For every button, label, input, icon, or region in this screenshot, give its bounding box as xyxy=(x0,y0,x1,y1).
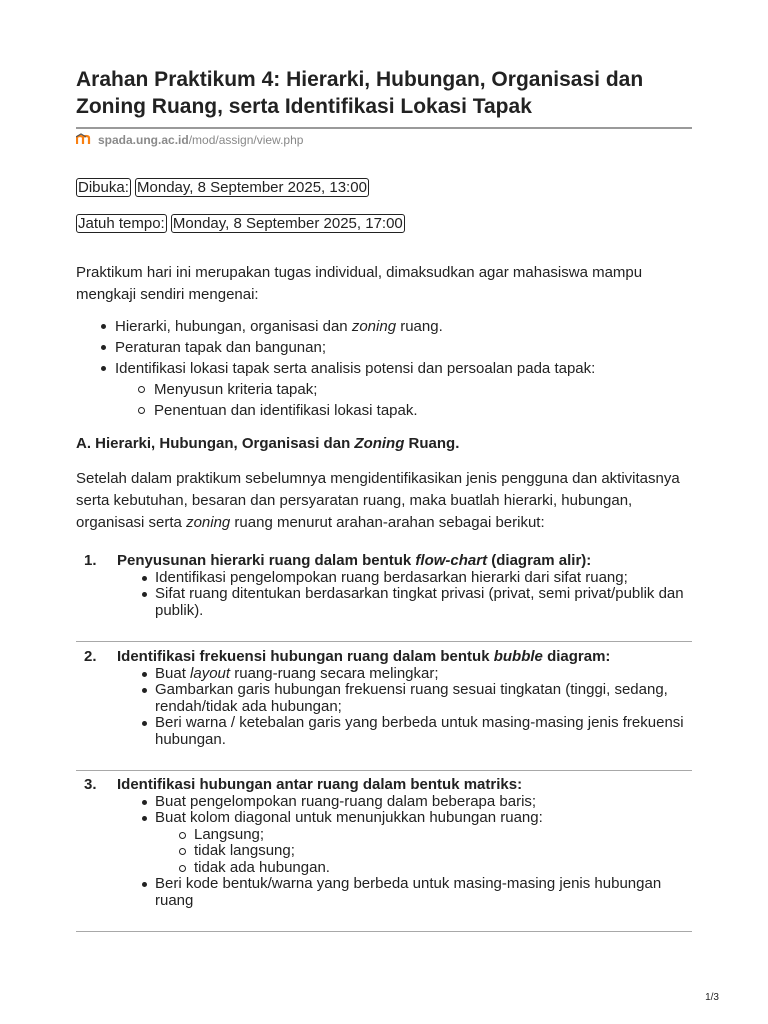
section-a-heading: A. Hierarki, Hubungan, Organisasi dan Zoning Ruang. xyxy=(76,435,460,452)
source-domain: spada.ung.ac.id xyxy=(98,133,189,147)
page-title: Arahan Praktikum 4: Hierarki, Hubungan, Organisasi dan Zoning Ruang, serta Identifikasi Lokasi Tapak xyxy=(76,68,644,118)
sub-list xyxy=(115,379,692,421)
list-item: Langsung; xyxy=(155,827,692,844)
source-url[interactable] xyxy=(76,132,303,148)
item-divider xyxy=(76,770,692,771)
due-value: Monday, 8 September 2025, 17:00 xyxy=(172,215,403,232)
list-item: Beri warna / ketebalan garis yang berbeda untuk masing-masing jenis frekuensi hubungan. xyxy=(76,715,692,748)
due-date xyxy=(76,214,405,233)
opened-value: Monday, 8 September 2025, 13:00 xyxy=(137,179,367,196)
item-heading: 1. Penyusunan hierarki ruang dalam bentuk flow-chart (diagram alir): xyxy=(84,552,592,569)
list-item: Penentuan dan identifikasi lokasi tapak. xyxy=(115,400,692,421)
list-item: Menyusun kriteria tapak; xyxy=(115,379,692,400)
list-item: Buat pengelompokan ruang-ruang dalam beberapa baris; xyxy=(76,794,692,811)
page-number: 1/3 xyxy=(705,992,719,1003)
list-item: Buat kolom diagonal untuk menunjukkan hubungan ruang: xyxy=(76,810,692,827)
moodle-logo-icon xyxy=(76,133,94,145)
list-item: Hierarki, hubungan, organisasi dan zoning ruang. xyxy=(76,316,692,337)
list-item: Sifat ruang ditentukan berdasarkan tingkat privasi (privat, semi privat/publik dan publik). xyxy=(76,586,692,619)
title-divider xyxy=(76,127,692,129)
instruction-item-1 xyxy=(76,553,692,619)
item-heading: 3. Identifikasi hubungan antar ruang dalam bentuk matriks: xyxy=(84,776,523,793)
section-a-paragraph: Setelah dalam praktikum sebelumnya mengidentifikasikan jenis pengguna dan aktivitasnya serta kebutuhan, besaran dan persyaratan ruang, maka buatlah hierarki, hubungan, organisasi serta zoning ruang menurut arahan-arahan sebagai berikut: xyxy=(76,470,680,531)
list-item: Identifikasi pengelompokan ruang berdasarkan hierarki dari sifat ruang; xyxy=(76,570,692,587)
item-divider xyxy=(76,641,692,642)
list-item: Peraturan tapak dan bangunan; xyxy=(76,337,692,358)
list-item: Gambarkan garis hubungan frekuensi ruang sesuai tingkatan (tinggi, sedang, rendah/tidak ada hubungan; xyxy=(76,682,692,715)
due-label: Jatuh tempo: xyxy=(78,215,165,232)
opened-label: Dibuka: xyxy=(78,179,129,196)
list-item: Beri kode bentuk/warna yang berbeda untuk masing-masing jenis hubungan ruang xyxy=(76,876,692,909)
instruction-item-2 xyxy=(76,649,692,748)
opened-date xyxy=(76,178,369,197)
list-item: Buat layout ruang-ruang secara melingkar; xyxy=(76,666,692,683)
nested-list-container xyxy=(76,827,692,877)
list-item: Identifikasi lokasi tapak serta analisis potensi dan persoalan pada tapak: Menyusun kriteria tapak; Penentuan dan identifikasi lokasi tapak. xyxy=(76,358,692,421)
item-heading: 2. Identifikasi frekuensi hubungan ruang dalam bentuk bubble diagram: xyxy=(84,648,611,665)
instruction-item-3 xyxy=(76,777,692,909)
intro-paragraph: Praktikum hari ini merupakan tugas individual, dimaksudkan agar mahasiswa mampu mengkaji sendiri mengenai: xyxy=(76,264,643,303)
list-item: tidak ada hubungan. xyxy=(155,860,692,877)
list-item: tidak langsung; xyxy=(155,843,692,860)
item-divider xyxy=(76,931,692,932)
goals-list xyxy=(76,316,692,421)
source-path: /mod/assign/view.php xyxy=(188,133,304,147)
